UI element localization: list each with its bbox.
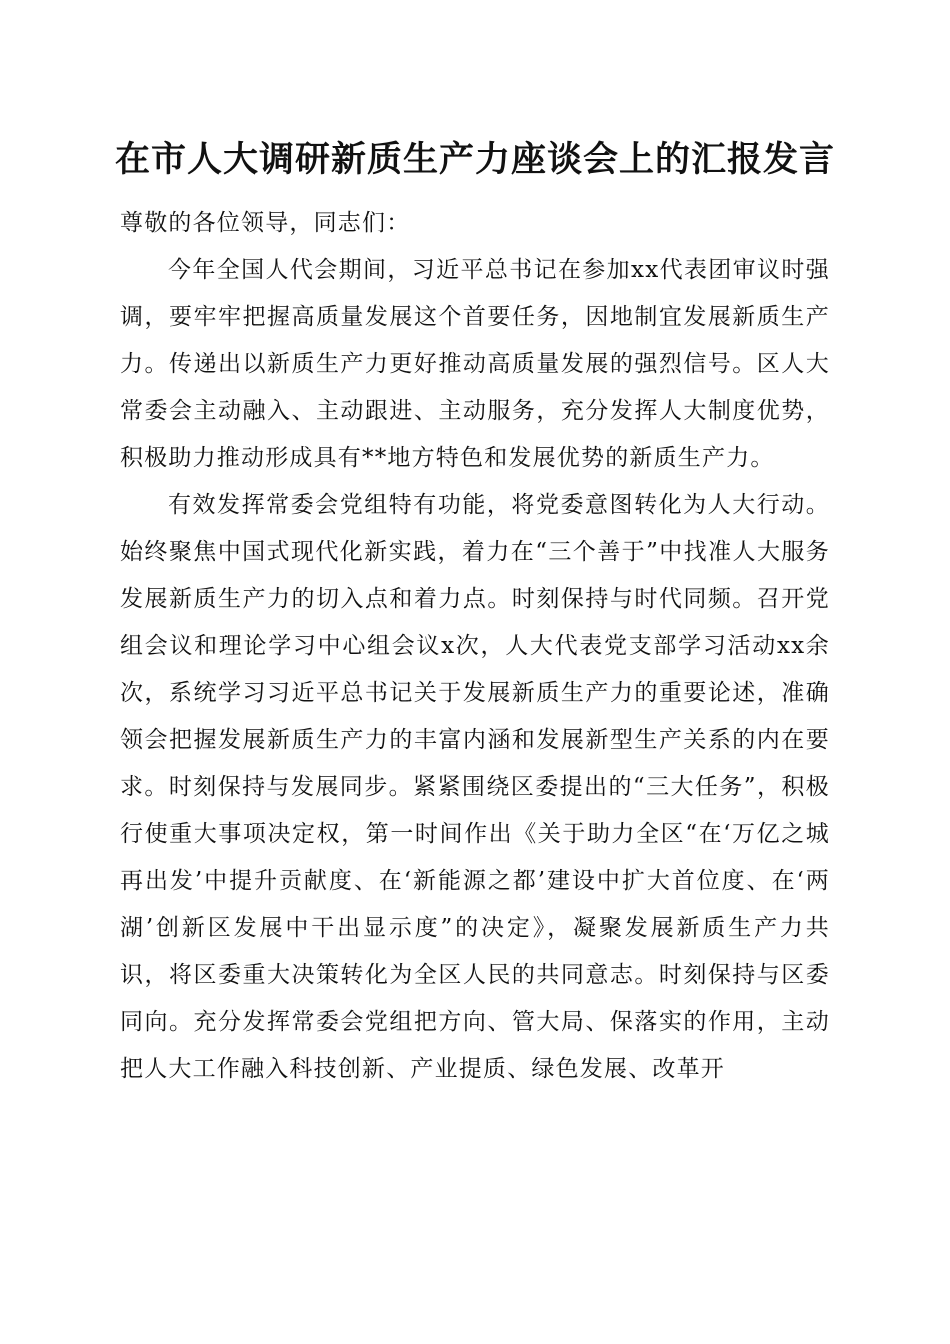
- paragraph-2: 有效发挥常委会党组特有功能，将党委意图转化为人大行动。始终聚焦中国式现代化新实践，着力在“三个善于”中找准人大服务发展新质生产力的切入点和着力点。时刻保持与时代同频。召开党组会议和理论学习中心组会议x次，人大代表党支部学习活动xx余次，系统学习习近平总书记关于发展新质生产力的重要论述，准确领会把握发展新质生产力的丰富内涵和发展新型生产关系的内在要求。时刻保持与发展同步。紧紧围绕区委提出的“三大任务”，积极行使重大事项决定权，第一时间作出《关于助力全区“在‘万亿之城再出发’中提升贡献度、在‘新能源之都’建设中扩大首位度、在‘两湖’创新区发展中干出显示度”的决定》，凝聚发展新质生产力共识，将区委重大决策转化为全区人民的共同意志。时刻保持与区委同向。充分发挥常委会党组把方向、管大局、保落实的作用，主动把人大工作融入科技创新、产业提质、绿色发展、改革开: [120, 492, 830, 1082]
- salutation: 尊敬的各位领导，同志们：: [120, 210, 411, 236]
- paragraph-1: 今年全国人代会期间，习近平总书记在参加xx代表团审议时强调，要牢牢把握高质量发展这个首要任务，因地制宜发展新质生产力。传递出以新质生产力更好推动高质量发展的强烈信号。区人大常委会主动融入、主动跟进、主动服务，充分发挥人大制度优势，积极助力推动形成具有**地方特色和发展优势的新质生产力。: [120, 257, 830, 471]
- document-title: 在市人大调研新质生产力座谈会上的汇报发言: [114, 139, 835, 180]
- document-body: [120, 200, 830, 1093]
